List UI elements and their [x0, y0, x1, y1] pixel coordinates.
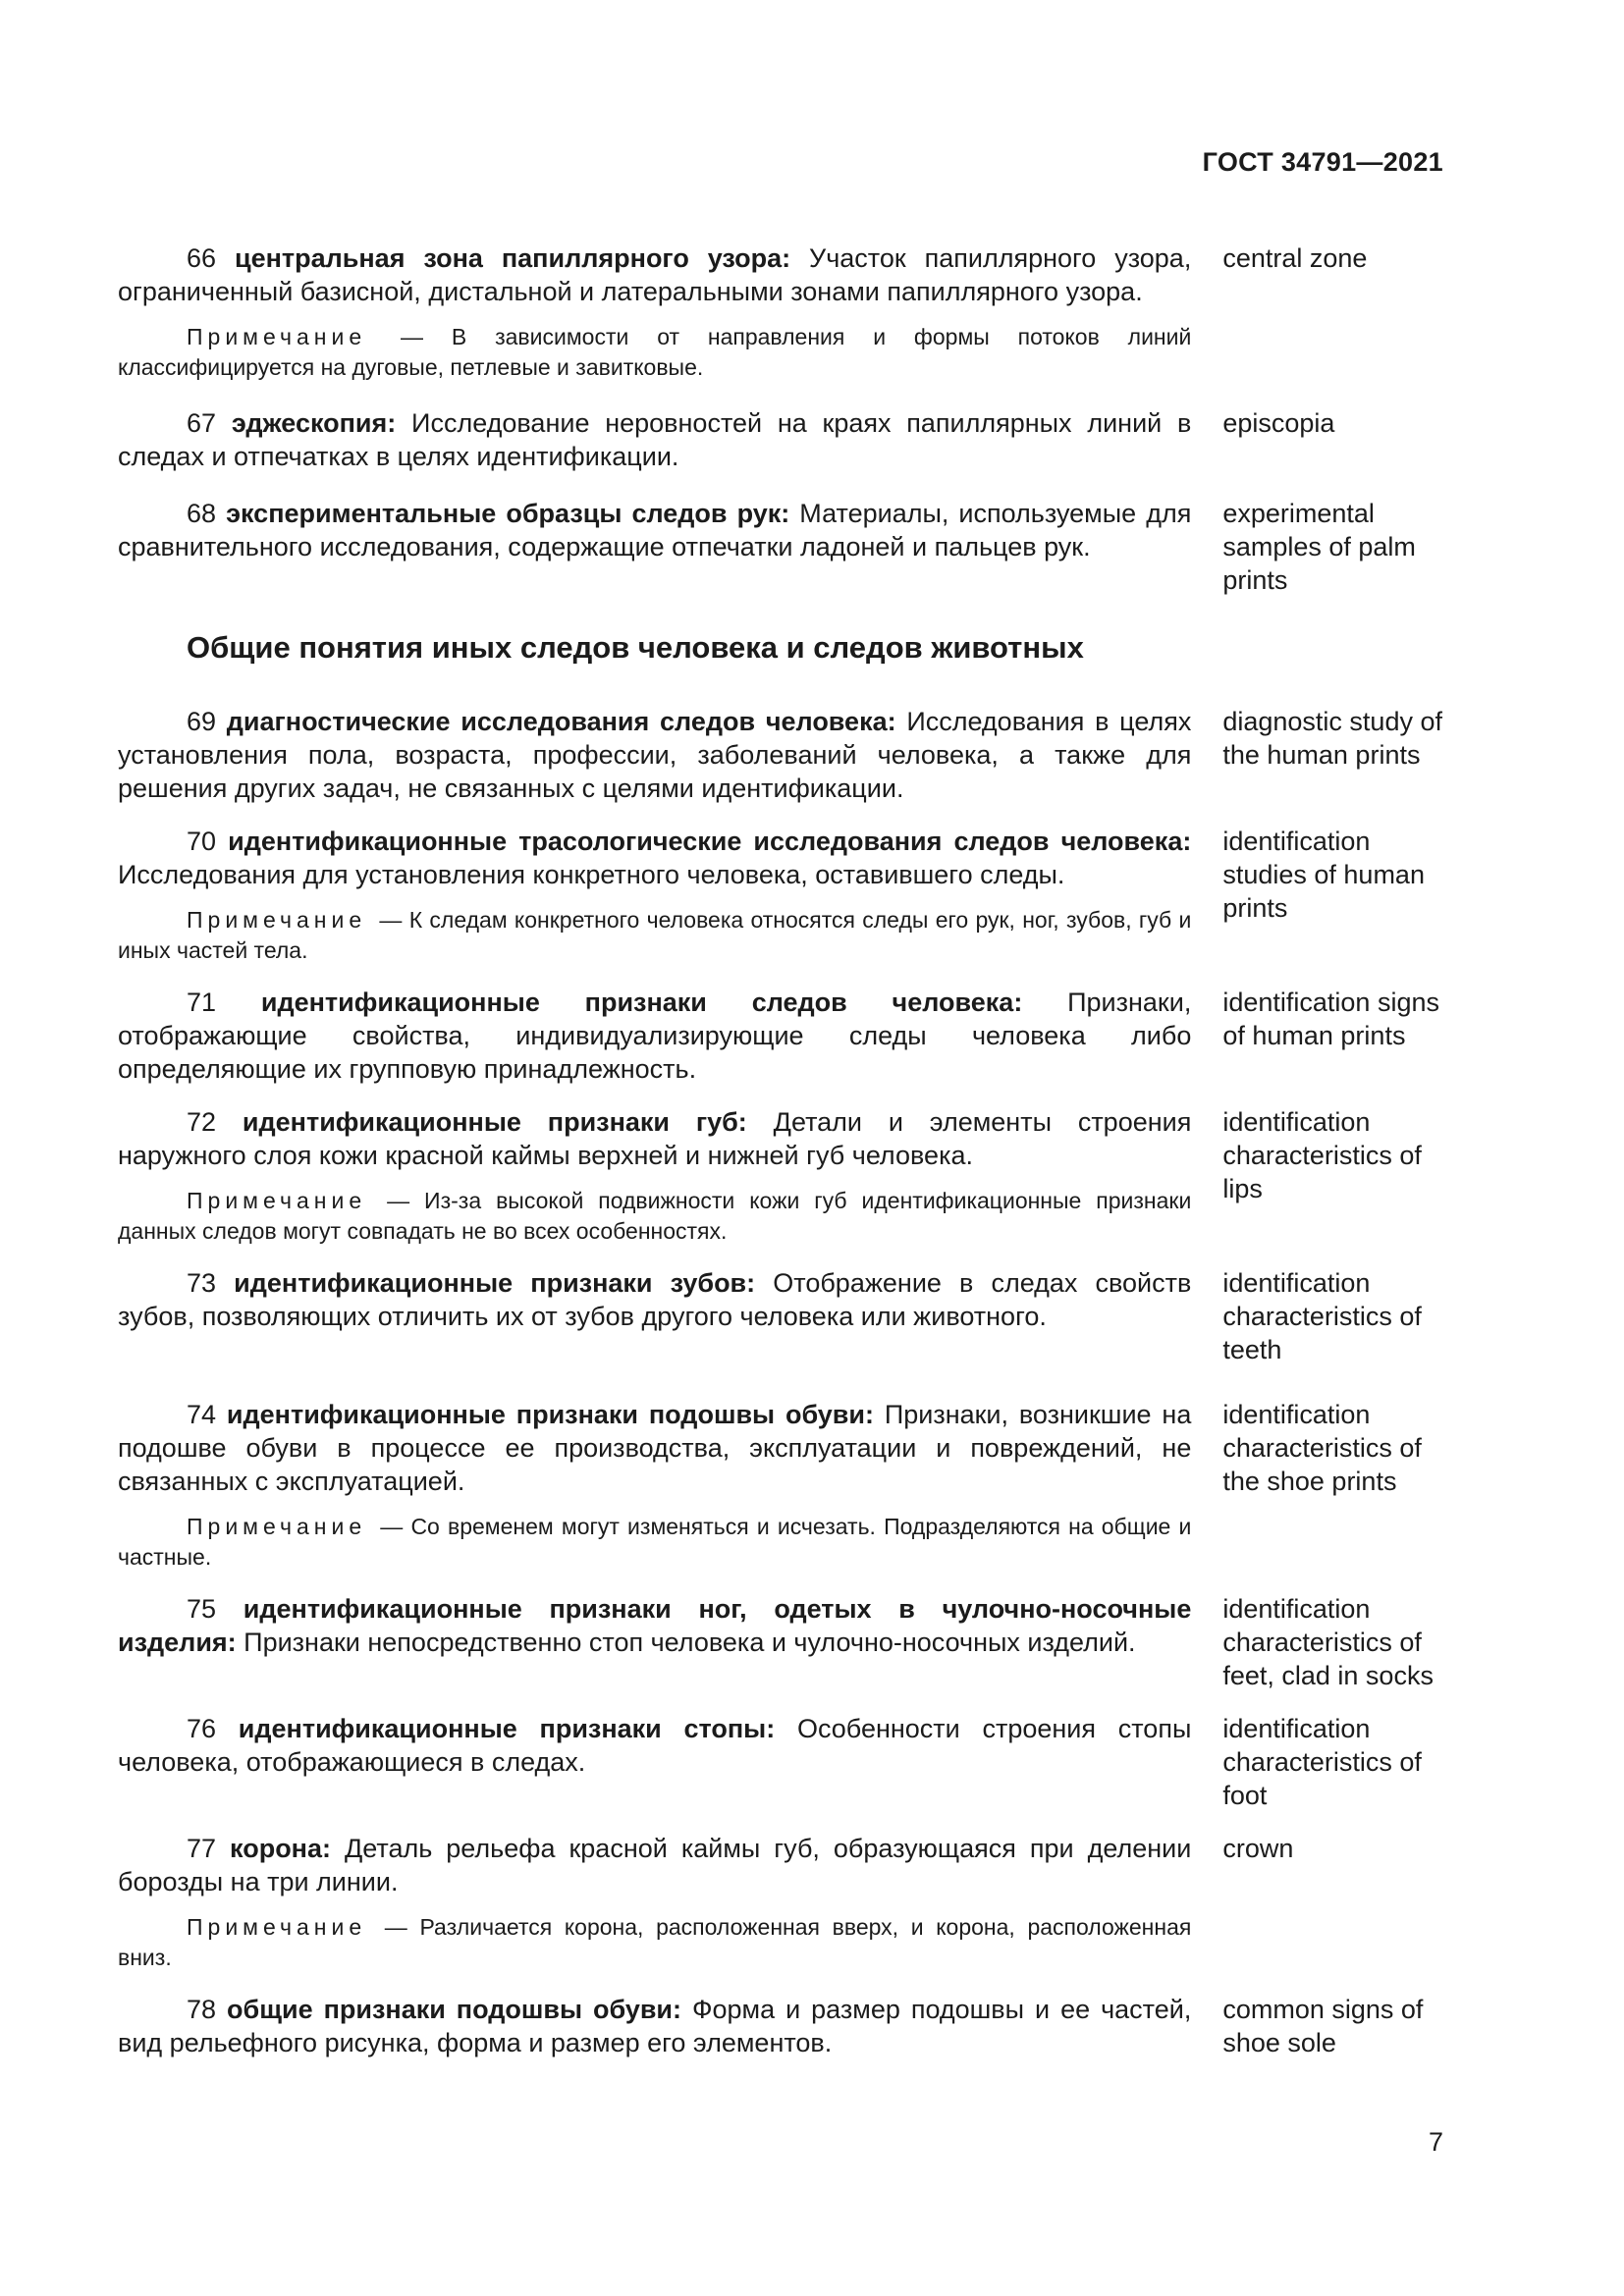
english-equivalent: identification characteristics of the shoe prints — [1222, 1400, 1422, 1496]
term-definition-block — [118, 1993, 1191, 2059]
term-entry-67 — [118, 406, 1443, 473]
term-definition-block — [118, 705, 1191, 805]
term-definition: Признаки, отображающие свойства, индивидуализирующие следы человека либо определяющие их групповую принадлежность. — [118, 988, 1192, 1084]
term-definition-block — [118, 1398, 1191, 1573]
term-number: 70 — [187, 827, 217, 856]
term-entry-68 — [118, 497, 1443, 597]
term-definition-block — [118, 986, 1191, 1086]
term-entry-77 — [118, 1832, 1443, 1973]
english-equivalent: episcopia — [1222, 408, 1335, 438]
term-definition-block — [118, 497, 1191, 563]
term-entry-66 — [118, 241, 1443, 383]
english-equivalent: identification characteristics of lips — [1222, 1107, 1422, 1203]
term-definition-block — [118, 825, 1191, 966]
note-text: — Со временем могут изменяться и исчезать. Подразделяются на общие и частные. — [118, 1514, 1192, 1570]
term-title: идентификационные признаки губ: — [242, 1107, 747, 1137]
term-note — [118, 1912, 1191, 1973]
term-title: идентификационные признаки следов человека: — [260, 988, 1023, 1017]
term-number: 75 — [187, 1594, 217, 1624]
term-definition-block — [118, 1592, 1191, 1659]
term-title: идентификационные признаки подошвы обуви: — [226, 1400, 874, 1429]
english-equivalent: identification signs of human prints — [1222, 988, 1439, 1050]
term-entry-70 — [118, 825, 1443, 966]
term-note — [118, 905, 1191, 966]
term-note — [118, 1512, 1191, 1573]
term-entry-69 — [118, 705, 1443, 805]
note-label: Примечание — [187, 907, 367, 933]
term-definition: Исследование неровностей на краях папиллярных линий в следах и отпечатках в целях идентификации. — [118, 408, 1192, 471]
term-definition-block — [118, 1832, 1191, 1973]
term-title: идентификационные признаки ног, одетых в чулочно-носочные изделия: — [118, 1594, 1192, 1657]
term-entry-71 — [118, 986, 1443, 1086]
term-title: центральная зона папиллярного узора: — [234, 243, 791, 273]
english-equivalent: identification characteristics of teeth — [1222, 1268, 1422, 1364]
term-title: идентификационные признаки зубов: — [234, 1268, 756, 1298]
term-entry-72 — [118, 1105, 1443, 1247]
term-number: 68 — [187, 499, 217, 528]
english-equivalent: central zone — [1222, 243, 1368, 273]
term-definition: Признаки непосредственно стоп человека и чулочно-носочных изделий. — [236, 1628, 1136, 1657]
term-number: 76 — [187, 1714, 217, 1743]
term-definition-block — [118, 241, 1191, 383]
term-title: идентификационные признаки стопы: — [238, 1714, 776, 1743]
term-definition: Исследования в целях установления пола, возраста, профессии, заболеваний человека, а также для решения других задач, не связанных с целями идентификации. — [118, 707, 1192, 803]
english-equivalent: experimental samples of palm prints — [1222, 499, 1416, 595]
term-title: экспериментальные образцы следов рук: — [226, 499, 790, 528]
section-heading: Общие понятия иных следов человека и следов животных — [187, 630, 1084, 665]
term-number: 73 — [187, 1268, 217, 1298]
note-label: Примечание — [187, 1514, 367, 1539]
term-definition-block — [118, 1712, 1191, 1779]
term-definition: Особенности строения стопы человека, отображающиеся в следах. — [118, 1714, 1192, 1777]
term-title: корона: — [230, 1834, 331, 1863]
term-definition: Участок папиллярного узора, ограниченный базисной, дистальной и латеральными зонами папиллярного узора. — [118, 243, 1192, 306]
term-entry-76 — [118, 1712, 1443, 1812]
note-text: — К следам конкретного человека относятся следы его рук, ног, зубов, губ и иных частей тела. — [118, 907, 1192, 963]
term-number: 67 — [187, 408, 217, 438]
term-definition: Отображение в следах свойств зубов, позволяющих отличить их от зубов другого человека или животного. — [118, 1268, 1192, 1331]
term-title: идентификационные трасологические исследования следов человека: — [228, 827, 1192, 856]
term-number: 66 — [187, 243, 217, 273]
term-title: эджескопия: — [231, 408, 397, 438]
english-equivalent: diagnostic study of the human prints — [1222, 707, 1442, 770]
terms-content — [118, 241, 1443, 2079]
term-number: 74 — [187, 1400, 217, 1429]
term-definition: Признаки, возникшие на подошве обуви в процессе ее производства, эксплуатации и повреждений, не связанных с эксплуатацией. — [118, 1400, 1192, 1496]
term-note — [118, 1186, 1191, 1247]
term-definition: Деталь рельефа красной каймы губ, образующаяся при делении борозды на три линии. — [118, 1834, 1192, 1896]
term-number: 72 — [187, 1107, 217, 1137]
english-equivalent: identification studies of human prints — [1222, 827, 1425, 923]
term-definition: Форма и размер подошвы и ее частей, вид рельефного рисунка, форма и размер его элементов. — [118, 1995, 1192, 2057]
term-entry-78 — [118, 1993, 1443, 2059]
note-label: Примечание — [187, 1914, 367, 1940]
term-definition: Материалы, используемые для сравнительного исследования, содержащие отпечатки ладоней и пальцев рук. — [118, 499, 1192, 561]
page-number: 7 — [1428, 2127, 1443, 2157]
note-label: Примечание — [187, 1188, 367, 1213]
english-equivalent: common signs of shoe sole — [1222, 1995, 1424, 2057]
term-definition-block — [118, 1105, 1191, 1247]
term-number: 71 — [187, 988, 217, 1017]
term-definition-block — [118, 1266, 1191, 1333]
term-entry-75 — [118, 1592, 1443, 1692]
term-title: диагностические исследования следов человека: — [226, 707, 896, 736]
standard-code: ГОСТ 34791—2021 — [1202, 147, 1443, 177]
term-title: общие признаки подошвы обуви: — [227, 1995, 682, 2024]
note-text: — Из-за высокой подвижности кожи губ идентификационные признаки данных следов могут совпадать не во всех особенностях. — [118, 1188, 1192, 1244]
english-equivalent: identification characteristics of foot — [1222, 1714, 1422, 1810]
term-note — [118, 322, 1191, 383]
term-definition: Детали и элементы строения наружного слоя кожи красной каймы верхней и нижней губ человека. — [118, 1107, 1192, 1170]
term-definition: Исследования для установления конкретного человека, оставившего следы. — [118, 860, 1065, 889]
note-text: — Различается корона, расположенная вверх, и корона, расположенная вниз. — [118, 1914, 1192, 1970]
term-entry-73 — [118, 1266, 1443, 1366]
term-number: 78 — [187, 1995, 217, 2024]
english-equivalent: crown — [1222, 1834, 1294, 1863]
term-number: 77 — [187, 1834, 217, 1863]
term-definition-block — [118, 406, 1191, 473]
note-label: Примечание — [187, 324, 367, 349]
note-text: — В зависимости от направления и формы потоков линий классифицируется на дуговые, петлевые и завитковые. — [118, 324, 1192, 380]
term-entry-74 — [118, 1398, 1443, 1573]
term-number: 69 — [187, 707, 217, 736]
english-equivalent: identification characteristics of feet, clad in socks — [1222, 1594, 1434, 1690]
